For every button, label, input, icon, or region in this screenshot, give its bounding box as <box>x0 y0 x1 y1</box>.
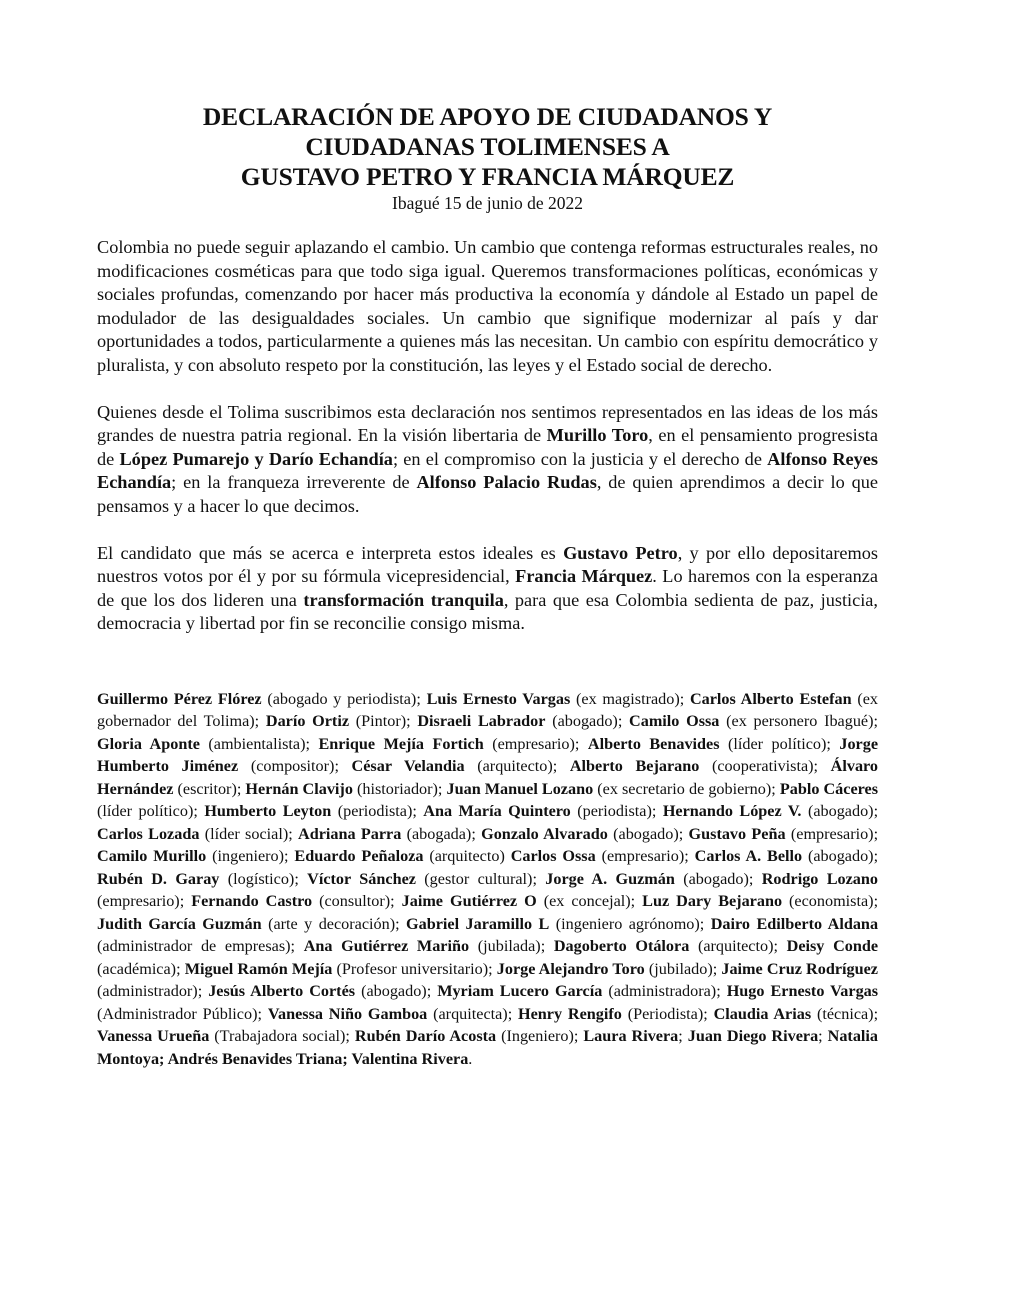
title-line: CIUDADANAS TOLIMENSES A <box>305 132 670 161</box>
signatory-name: Miguel Ramón Mejía <box>184 959 333 978</box>
signatory-name: Hernán Clavijo <box>245 779 353 798</box>
signatory-name: Carlos Alberto Estefan <box>689 689 852 708</box>
signatory <box>570 757 831 775</box>
separator: ; <box>395 914 407 933</box>
signatory <box>583 1027 687 1045</box>
separator: ; <box>197 982 209 1001</box>
separator: ; <box>873 847 879 866</box>
separator: ; <box>703 1004 714 1023</box>
separator: ; <box>873 1004 879 1023</box>
signatory <box>402 892 643 910</box>
signatory-role: (consultor) <box>319 892 391 911</box>
highlighted-name: Gustavo Petro <box>563 542 678 563</box>
signatory-name: Jesús Alberto Cortés <box>208 982 356 1001</box>
signatory <box>406 915 711 933</box>
separator: ; <box>179 892 192 911</box>
body-paragraph <box>97 401 878 519</box>
signatory-name: Jorge Alejandro Toro <box>496 959 645 978</box>
document-page <box>97 102 878 1070</box>
signatory-name: Camilo Murillo <box>97 847 207 866</box>
signatory-name: Laura Rivera <box>583 1027 679 1046</box>
signatory-role: (arquitecta) <box>433 1004 508 1023</box>
separator: ; <box>437 779 447 798</box>
separator: ; <box>236 779 246 798</box>
paragraph-text: ; en la franqueza irreverente de <box>171 472 417 493</box>
separator: ; <box>288 824 299 843</box>
signatory-role: (ingeniero agrónomo) <box>555 914 700 933</box>
signatory-name: Carlos Lozada <box>97 824 200 843</box>
signatory-name: Gonzalo Alvarado <box>481 824 608 843</box>
signatory-role: (ambientalista) <box>208 734 306 753</box>
signatory-role: (empresario) <box>601 847 685 866</box>
signatory <box>427 690 690 708</box>
separator: ; <box>305 734 319 753</box>
signatory-name: Myriam Lucero García <box>437 982 603 1001</box>
signatory-name: Guillermo Pérez Flórez <box>97 689 262 708</box>
signatory <box>554 937 787 955</box>
signatory-role: (cooperativista) <box>711 757 814 776</box>
signatory-name: Humberto Leyton <box>204 802 332 821</box>
signatory <box>185 960 497 978</box>
separator: ; <box>813 757 831 776</box>
signatory-name: Víctor Sánchez <box>307 869 416 888</box>
separator: ; <box>257 1004 268 1023</box>
separator: ; <box>193 802 205 821</box>
separator: ; <box>532 869 546 888</box>
signatory <box>518 1005 714 1023</box>
signatory-name: Adriana Parra <box>298 824 402 843</box>
signatory-name: Rodrigo Lozano <box>761 869 878 888</box>
separator: ; <box>826 734 840 753</box>
signatory-role: (Pintor) <box>355 712 407 731</box>
signatory-role: (empresario) <box>97 892 180 911</box>
signatory-name: Juan Diego Rivera <box>687 1027 819 1046</box>
signatory-name: Dairo Edilberto Aldana <box>710 914 879 933</box>
signatory-role: (técnica) <box>816 1004 874 1023</box>
signatory-role: (administrador de empresas) <box>97 937 291 956</box>
signatory-name: Gabriel Jaramillo L <box>406 914 550 933</box>
separator: ; <box>574 734 588 753</box>
separator: ; <box>712 959 722 978</box>
signatory <box>268 1005 518 1023</box>
separator: ; <box>573 1027 584 1046</box>
signatory-role: (empresario) <box>492 734 575 753</box>
signatory-name: Fernando Castro <box>191 892 313 911</box>
signatory-name: Eduardo Peñaloza <box>294 847 424 866</box>
signatory-role: (abogado) <box>807 847 874 866</box>
separator: ; <box>334 757 352 776</box>
signatory <box>294 847 510 865</box>
signatory <box>714 1005 879 1023</box>
separator: ; <box>679 689 690 708</box>
signatory-role: (abogada) <box>406 824 472 843</box>
signatory <box>447 780 780 798</box>
signatory-role: (abogado) <box>683 869 749 888</box>
signatory-role: (economista) <box>789 892 874 911</box>
signatory <box>352 757 570 775</box>
signatory-role: (logístico) <box>227 869 295 888</box>
signatory-role: (líder social) <box>204 824 289 843</box>
highlighted-name: Alfonso Reyes Echandía <box>97 448 879 493</box>
signatory <box>97 825 298 843</box>
highlighted-name: transformación tranquila <box>303 589 504 610</box>
signatory-role: (ingeniero) <box>212 847 285 866</box>
signatory <box>298 825 481 843</box>
signatory-role: (abogado) <box>552 712 618 731</box>
separator: ; <box>873 824 879 843</box>
separator: ; <box>716 982 727 1001</box>
signatory-role: (escritor) <box>177 779 237 798</box>
signatory-name: Jaime Gutiérrez O <box>401 892 537 911</box>
signatory-role: (compositor) <box>250 757 335 776</box>
signatory-name: Rubén D. Garay <box>97 869 220 888</box>
separator: ; <box>818 1027 828 1046</box>
paragraph-text: , en el pensamiento progresista de <box>97 425 879 469</box>
signatory-name: Dagoberto Otálora <box>553 937 690 956</box>
body-paragraph <box>97 542 878 636</box>
signatory <box>204 802 423 820</box>
signatory <box>689 825 879 843</box>
signatory-name: Jaime Cruz Rodríguez <box>721 959 878 978</box>
separator: ; <box>771 779 780 798</box>
separator: ; <box>678 1027 688 1046</box>
signatory-role: (ex personero Ibagué) <box>726 712 874 731</box>
separator: ; <box>416 689 427 708</box>
signatory-role: (abogado) <box>361 982 427 1001</box>
signatory-role: (Ingeniero) <box>501 1027 574 1046</box>
signatory <box>245 780 446 798</box>
signatory <box>545 870 761 888</box>
highlighted-name: Alfonso Palacio Rudas <box>416 472 597 493</box>
separator: ; <box>748 869 762 888</box>
separator: ; <box>406 712 418 731</box>
separator: ; <box>254 712 266 731</box>
signatory-role: (periodista) <box>337 802 413 821</box>
signatory <box>266 712 417 730</box>
signatory <box>481 825 688 843</box>
signatory <box>588 735 839 753</box>
signatory <box>437 982 727 1000</box>
signatory <box>191 892 401 910</box>
signatory <box>97 690 427 708</box>
separator: ; <box>699 914 711 933</box>
signatory <box>97 735 318 753</box>
signatory-name: Álvaro Hernández <box>97 757 879 798</box>
signatory-role: (ex secretario de gobierno) <box>597 779 772 798</box>
signatory-role: (ex gobernador del Tolima) <box>97 689 879 731</box>
signatory-name: Alberto Benavides <box>587 734 720 753</box>
separator: ; <box>678 824 689 843</box>
signatory-role: (periodista) <box>577 802 652 821</box>
signatory-name: Disraeli Labrador <box>417 712 546 731</box>
signatory-name: Deisy Conde <box>786 937 879 956</box>
paragraph-text: , y por ello depositaremos nuestros votos por él y por su fórmula vicepresidencial, <box>97 542 878 587</box>
signatory-role: (abogado y periodista) <box>267 689 417 708</box>
signatory <box>304 937 554 955</box>
document-title <box>97 102 878 192</box>
separator: ; <box>390 892 402 911</box>
separator: ; <box>552 757 570 776</box>
signatory <box>97 847 294 865</box>
separator: ; <box>873 892 879 911</box>
signatory <box>423 802 663 820</box>
signatory <box>511 847 695 865</box>
signatory <box>688 1027 828 1045</box>
highlighted-name: López Pumarejo y Darío Echandía <box>119 448 393 469</box>
signatory-name: Jorge Humberto Jiménez <box>97 734 879 776</box>
separator: ; <box>684 847 695 866</box>
signatory <box>318 735 587 753</box>
signatory-name: Hugo Ernesto Vargas <box>726 982 879 1001</box>
signatory-role: (ex concejal) <box>543 892 631 911</box>
signatory-name: Gustavo Peña <box>688 824 786 843</box>
signatory-name: Carlos Ossa <box>510 847 596 866</box>
signatory-role: (Profesor universitario) <box>336 959 489 978</box>
signatory-role: (arte y decoración) <box>268 914 396 933</box>
signatory-role: (arquitecto) <box>477 757 553 776</box>
signatory-role: (empresario) <box>790 824 874 843</box>
signatory-role: (jubilada) <box>477 937 541 956</box>
paragraph-text: , de quien aprendimos a decir lo que pensamos y a hacer lo que decimos. <box>97 472 878 516</box>
signatory <box>417 712 629 730</box>
separator: ; <box>290 937 304 956</box>
signatory-name: Ana María Quintero <box>423 802 571 821</box>
signatory <box>97 1027 355 1045</box>
signatory <box>663 802 878 820</box>
signatory-name: Enrique Mejía Fortich <box>318 734 484 753</box>
separator: ; <box>617 712 630 731</box>
separator: ; <box>176 959 185 978</box>
signatory-name: Vanessa Niño Gamboa <box>267 1004 428 1023</box>
signatory-role: (líder político) <box>97 802 194 821</box>
signatory <box>355 1027 584 1045</box>
signatory-role: (abogado) <box>613 824 679 843</box>
signatory <box>695 847 878 865</box>
signatory-name: Claudia Arias <box>713 1004 812 1023</box>
separator: ; <box>294 869 308 888</box>
signatory-name: César Velandia <box>351 757 465 776</box>
paragraph-text: ; en el compromiso con la justicia y el derecho de <box>392 448 768 469</box>
signatory-role: (Trabajadora social) <box>214 1027 346 1046</box>
signatory-name: Camilo Ossa <box>629 712 720 731</box>
signatory-role: (académica) <box>97 959 177 978</box>
signatory-role: (abogado) <box>807 802 874 821</box>
separator: ; <box>630 892 643 911</box>
body-text <box>97 236 878 636</box>
signatory <box>97 870 307 888</box>
signatory-name: Pablo Cáceres <box>779 779 879 798</box>
highlighted-name: Murillo Toro <box>546 425 649 446</box>
signatory-name: Hernando López V. <box>662 802 802 821</box>
separator: ; <box>540 937 554 956</box>
signatory-role: (Administrador Público) <box>97 1004 258 1023</box>
signatory-role: (administradora) <box>608 982 717 1001</box>
separator: ; <box>873 802 879 821</box>
signatory <box>97 915 406 933</box>
signatory-name: Rubén Darío Acosta <box>354 1027 497 1046</box>
body-paragraph <box>97 236 878 378</box>
signatory-name: Luz Dary Bejarano <box>642 892 783 911</box>
signatory-name: Carlos A. Bello <box>694 847 803 866</box>
signatory <box>629 712 878 730</box>
signatory-role: (líder político) <box>728 734 827 753</box>
document-date: Ibagué 15 de junio de 2022 <box>392 193 583 213</box>
signatory-role: (ex magistrado) <box>576 689 680 708</box>
signatory-name: Darío Ortiz <box>265 712 350 731</box>
signatory-name: Natalia Montoya; Andrés Benavides Triana; Valentina Rivera <box>97 1027 878 1068</box>
separator: ; <box>345 1027 355 1046</box>
separator: ; <box>284 847 295 866</box>
signatory-name: Alberto Bejarano <box>569 757 700 776</box>
signatory <box>208 982 437 1000</box>
signatory-role: (arquitecto) <box>429 847 505 866</box>
separator: ; <box>426 982 438 1001</box>
signatory <box>497 960 722 978</box>
paragraph-text: . Lo haremos con la esperanza de que los dos lideren una <box>97 566 878 610</box>
separator: ; <box>873 712 879 731</box>
signatory <box>642 892 878 910</box>
signatory-role: (gestor cultural) <box>424 869 533 888</box>
separator: ; <box>651 802 663 821</box>
title-line: DECLARACIÓN DE APOYO DE CIUDADANOS Y <box>202 102 773 131</box>
signatory-name: Juan Manuel Lozano <box>446 779 594 798</box>
signatory-name: Gloria Aponte <box>97 734 200 753</box>
signatory-role: (historiador) <box>357 779 438 798</box>
signatory-role: (Periodista) <box>627 1004 704 1023</box>
separator: ; <box>507 1004 519 1023</box>
signatory-list <box>97 688 878 1071</box>
paragraph-text: Colombia no puede seguir aplazando el cambio. Un cambio que contenga reformas estructurales reales, no modificaciones cosméticas para que todo siga igual. Queremos transformaciones políticas, económicas y sociales profundas, comenzando por hacer más productiva la economía y dándole al Estado un papel de modulador de las desigualdades sociales. Un cambio que signifique modernizar al país y dar oportunidades a todos, particularmente a quienes más las necesitan. Un cambio con espíritu democrático y pluralista, y con absoluto respeto por la constitución, las leyes y el Estado social de derecho. <box>97 237 878 375</box>
signatory-name: Judith García Guzmán <box>97 914 262 933</box>
signatory-role: (administrador) <box>97 982 198 1001</box>
highlighted-name: Francia Márquez <box>515 566 653 587</box>
signatory-role: (jubilado) <box>648 959 713 978</box>
paragraph-text: Quienes desde el Tolima suscribimos esta declaración nos sentimos representados en las ideas de los más grandes de nuestra patria regional. En la visión libertaria de <box>97 401 878 446</box>
paragraph-text: El candidato que más se acerca e interpreta estos ideales es <box>97 542 564 563</box>
paragraph-text: , para que esa Colombia sedienta de paz, justicia, democracia y libertad por fin se reconcilie consigo misma. <box>97 589 878 634</box>
title-line: GUSTAVO PETRO Y FRANCIA MÁRQUEZ <box>240 162 735 191</box>
separator: ; <box>471 824 482 843</box>
separator: ; <box>488 959 497 978</box>
separator: ; <box>773 937 787 956</box>
signatory-name: Henry Rengifo <box>518 1004 622 1023</box>
signatory-name: Vanessa Urueña <box>97 1027 210 1046</box>
signatory-name: Luis Ernesto Vargas <box>426 689 571 708</box>
separator: ; <box>412 802 424 821</box>
signatory-role: (arquitecto) <box>697 937 774 956</box>
separator: . <box>468 1049 473 1068</box>
signatory <box>307 870 545 888</box>
signatory-name: Ana Gutiérrez Mariño <box>303 937 470 956</box>
signatory-name: Jorge A. Guzmán <box>545 869 675 888</box>
